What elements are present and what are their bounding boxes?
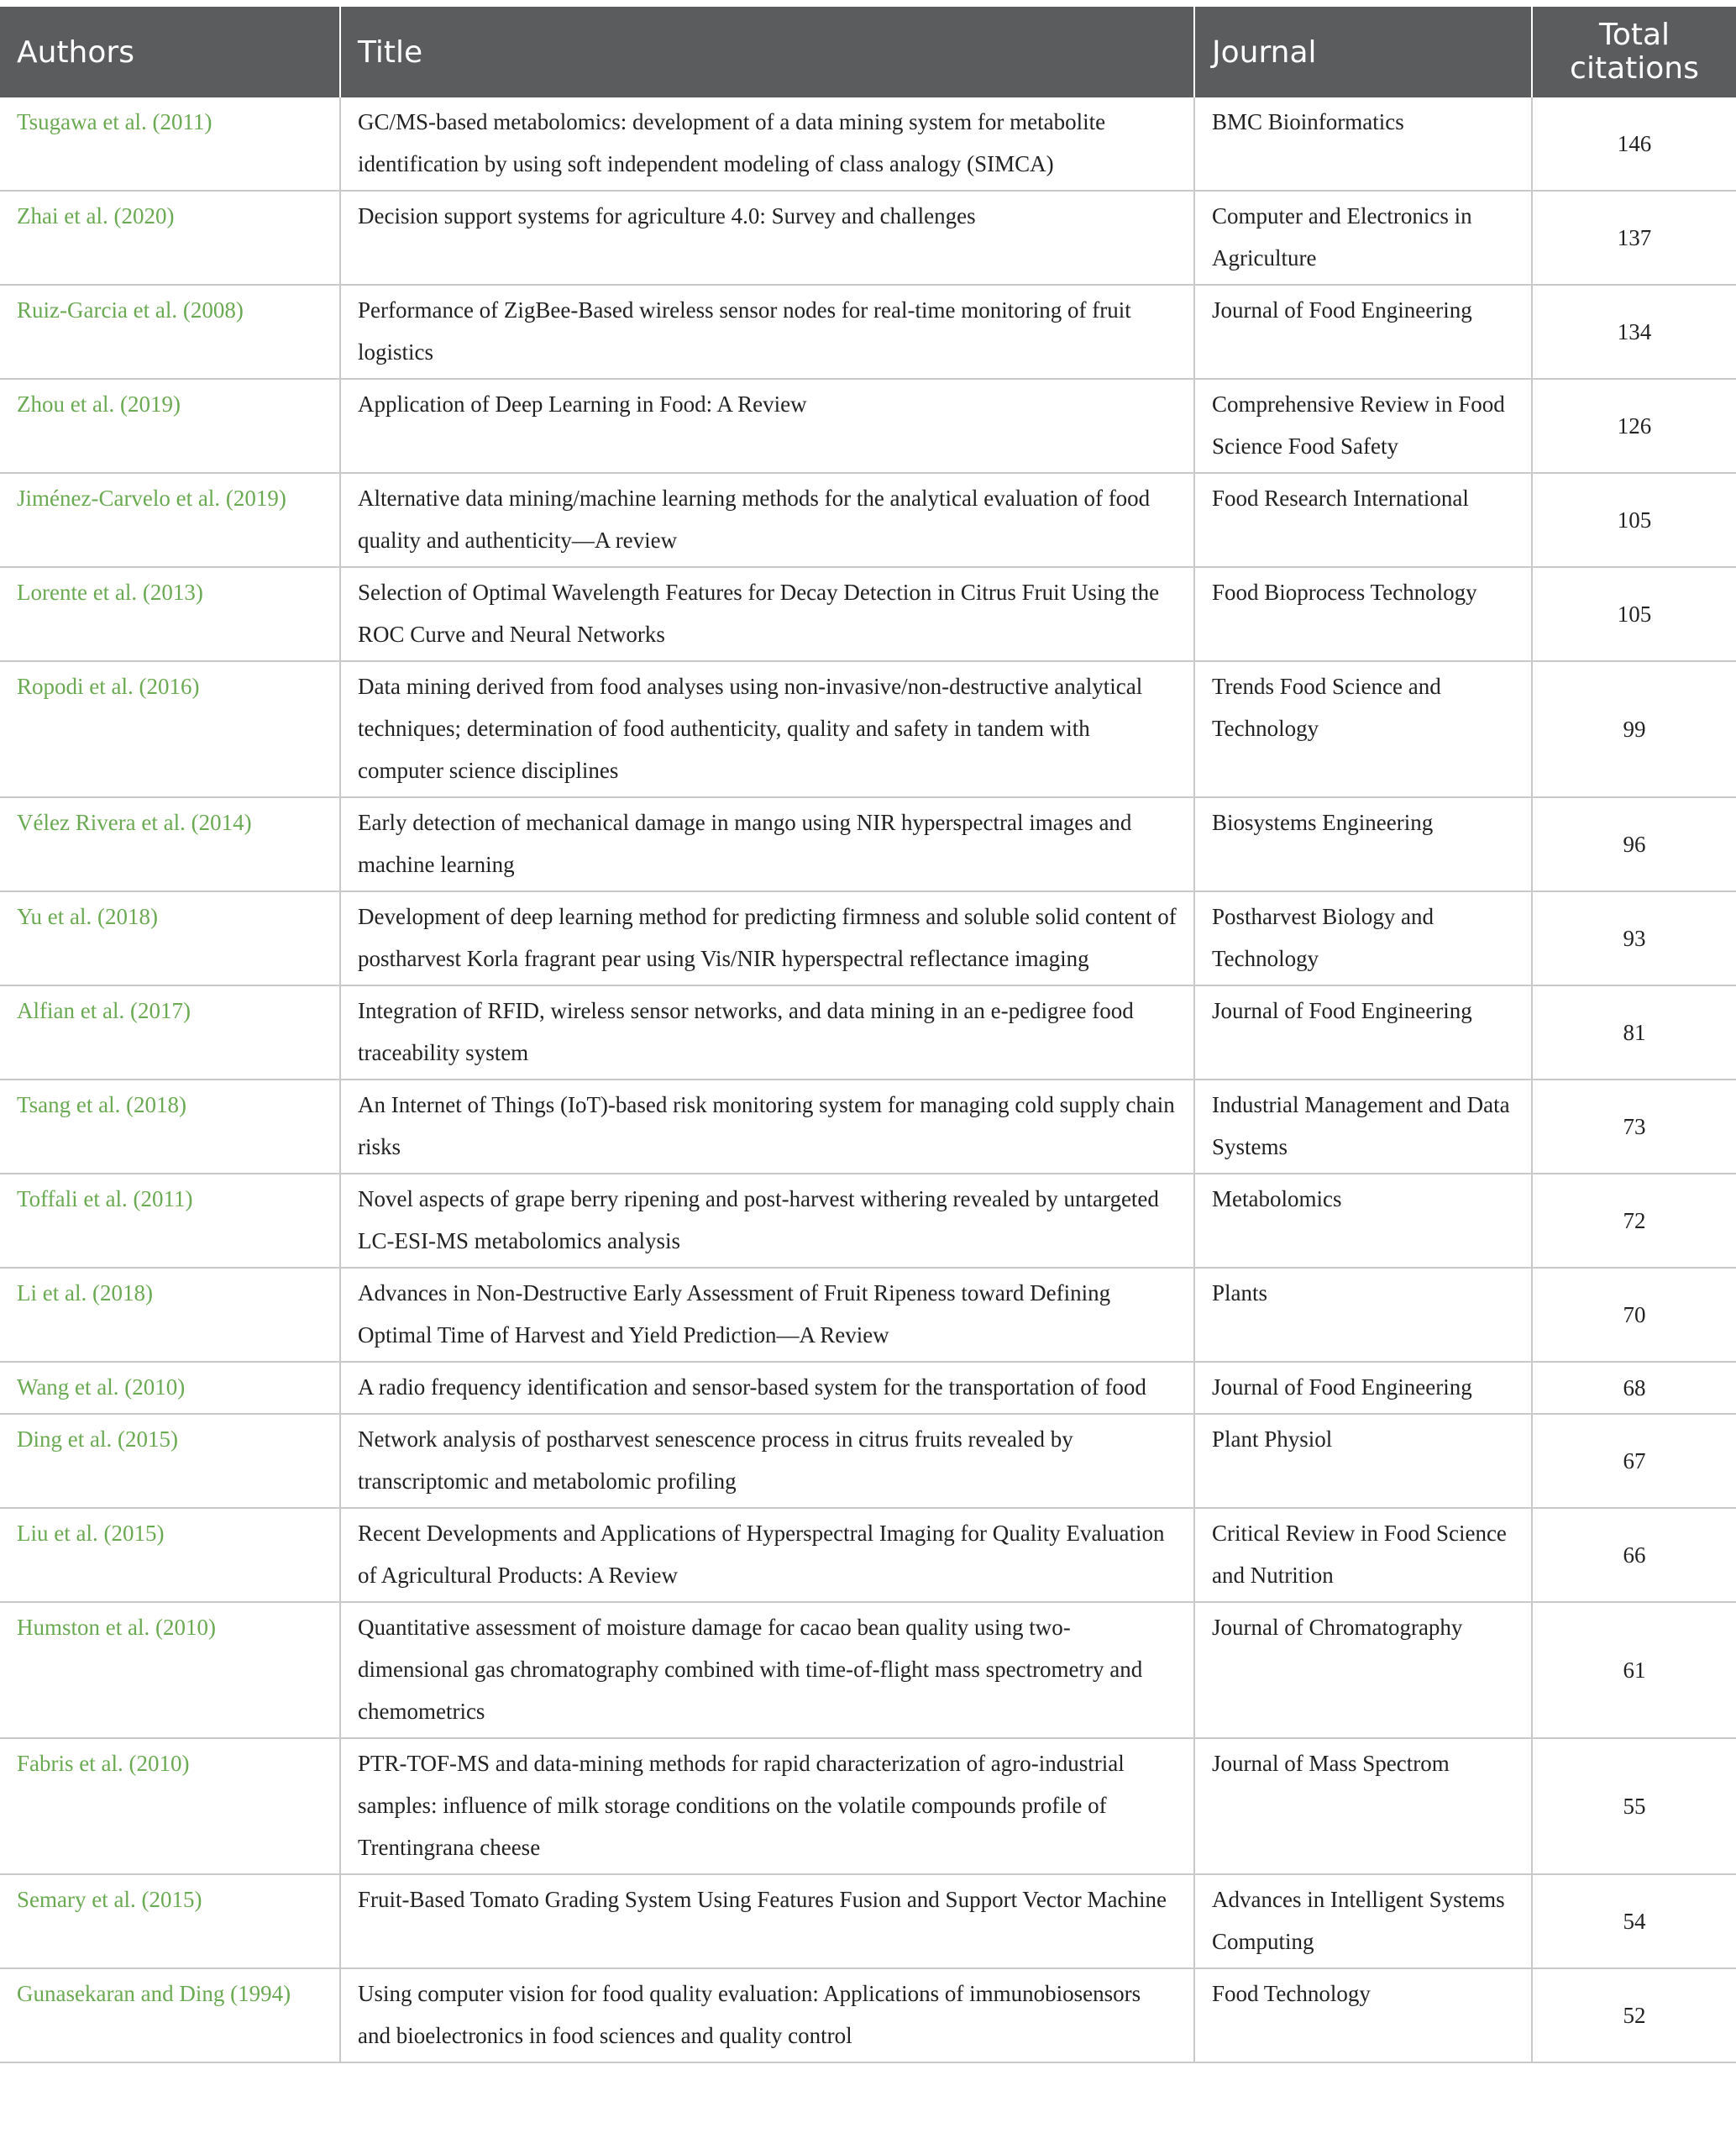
journal-cell: Computer and Electronics in Agriculture <box>1194 191 1532 285</box>
journal-cell: Journal of Food Engineering <box>1194 285 1532 379</box>
header-authors: Authors <box>0 7 340 97</box>
citations-cell: 134 <box>1532 285 1736 379</box>
title-cell: Selection of Optimal Wavelength Features for Decay Detection in Citrus Fruit Using the ROC Curve and Neural Networks <box>340 567 1194 661</box>
title-cell: Recent Developments and Applications of Hyperspectral Imaging for Quality Evaluation of Agricultural Products: A Review <box>340 1508 1194 1602</box>
authors-cell: Humston et al. (2010) <box>0 1602 340 1738</box>
journal-cell: Journal of Chromatography <box>1194 1602 1532 1738</box>
title-cell: A radio frequency identification and sensor-based system for the transportation of food <box>340 1362 1194 1414</box>
citations-cell: 93 <box>1532 891 1736 985</box>
citations-cell: 61 <box>1532 1602 1736 1738</box>
title-cell: Advances in Non-Destructive Early Assessment of Fruit Ripeness toward Defining Optimal Time of Harvest and Yield Prediction—A Review <box>340 1268 1194 1362</box>
table-row <box>0 473 1736 567</box>
citations-cell: 99 <box>1532 661 1736 797</box>
citations-cell: 72 <box>1532 1174 1736 1268</box>
title-cell: Using computer vision for food quality evaluation: Applications of immunobiosensors and bioelectronics in food sciences and quality control <box>340 1968 1194 2062</box>
authors-cell: Wang et al. (2010) <box>0 1362 340 1414</box>
table-row <box>0 1874 1736 1968</box>
journal-cell: Journal of Food Engineering <box>1194 1362 1532 1414</box>
authors-cell: Yu et al. (2018) <box>0 891 340 985</box>
title-cell: Performance of ZigBee-Based wireless sensor nodes for real-time monitoring of fruit logistics <box>340 285 1194 379</box>
table-row <box>0 97 1736 191</box>
title-cell: Integration of RFID, wireless sensor networks, and data mining in an e-pedigree food traceability system <box>340 985 1194 1080</box>
table-row <box>0 1362 1736 1414</box>
table-row <box>0 1602 1736 1738</box>
journal-cell: Comprehensive Review in Food Science Food Safety <box>1194 379 1532 473</box>
table-row <box>0 661 1736 797</box>
table-row <box>0 985 1736 1080</box>
title-cell: An Internet of Things (IoT)-based risk monitoring system for managing cold supply chain risks <box>340 1080 1194 1174</box>
title-cell: Novel aspects of grape berry ripening and post-harvest withering revealed by untargeted LC-ESI-MS metabolomics analysis <box>340 1174 1194 1268</box>
citations-table <box>0 7 1736 2063</box>
authors-cell: Gunasekaran and Ding (1994) <box>0 1968 340 2062</box>
authors-cell: Fabris et al. (2010) <box>0 1738 340 1874</box>
citations-cell: 55 <box>1532 1738 1736 1874</box>
table-row <box>0 1738 1736 1874</box>
citations-cell: 105 <box>1532 473 1736 567</box>
authors-cell: Zhou et al. (2019) <box>0 379 340 473</box>
title-cell: Quantitative assessment of moisture damage for cacao bean quality using two-dimensional gas chromatography combined with time-of-flight mass spectrometry and chemometrics <box>340 1602 1194 1738</box>
header-total-citations-line1: Total <box>1598 18 1670 52</box>
journal-cell: Metabolomics <box>1194 1174 1532 1268</box>
citations-cell: 66 <box>1532 1508 1736 1602</box>
authors-cell: Zhai et al. (2020) <box>0 191 340 285</box>
table-row <box>0 1968 1736 2062</box>
citations-cell: 73 <box>1532 1080 1736 1174</box>
citations-cell: 105 <box>1532 567 1736 661</box>
title-cell: Decision support systems for agriculture 4.0: Survey and challenges <box>340 191 1194 285</box>
header-journal: Journal <box>1194 7 1532 97</box>
authors-cell: Tsang et al. (2018) <box>0 1080 340 1174</box>
table-body <box>0 97 1736 2062</box>
table-row <box>0 285 1736 379</box>
table-row <box>0 191 1736 285</box>
journal-cell: Industrial Management and Data Systems <box>1194 1080 1532 1174</box>
header-total-citations <box>1532 7 1736 97</box>
citations-cell: 70 <box>1532 1268 1736 1362</box>
title-cell: PTR-TOF-MS and data-mining methods for rapid characterization of agro-industrial samples: influence of milk storage conditions on the volatile compounds profile of Trentingrana cheese <box>340 1738 1194 1874</box>
citations-cell: 67 <box>1532 1414 1736 1508</box>
journal-cell: Food Research International <box>1194 473 1532 567</box>
table-header <box>0 7 1736 97</box>
header-total-citations-line2: citations <box>1570 51 1699 86</box>
journal-cell: BMC Bioinformatics <box>1194 97 1532 191</box>
title-cell: GC/MS-based metabolomics: development of a data mining system for metabolite identification by using soft independent modeling of class analogy (SIMCA) <box>340 97 1194 191</box>
authors-cell: Semary et al. (2015) <box>0 1874 340 1968</box>
journal-cell: Journal of Mass Spectrom <box>1194 1738 1532 1874</box>
table-row <box>0 891 1736 985</box>
table-row <box>0 567 1736 661</box>
citations-cell: 126 <box>1532 379 1736 473</box>
journal-cell: Food Bioprocess Technology <box>1194 567 1532 661</box>
authors-cell: Ruiz-Garcia et al. (2008) <box>0 285 340 379</box>
journal-cell: Food Technology <box>1194 1968 1532 2062</box>
authors-cell: Toffali et al. (2011) <box>0 1174 340 1268</box>
journal-cell: Biosystems Engineering <box>1194 797 1532 891</box>
journal-cell: Advances in Intelligent Systems Computing <box>1194 1874 1532 1968</box>
citations-cell: 52 <box>1532 1968 1736 2062</box>
table-row <box>0 1080 1736 1174</box>
journal-cell: Plant Physiol <box>1194 1414 1532 1508</box>
citations-cell: 146 <box>1532 97 1736 191</box>
table-row <box>0 1268 1736 1362</box>
authors-cell: Liu et al. (2015) <box>0 1508 340 1602</box>
authors-cell: Jiménez-Carvelo et al. (2019) <box>0 473 340 567</box>
header-title: Title <box>340 7 1194 97</box>
citations-cell: 68 <box>1532 1362 1736 1414</box>
authors-cell: Alfian et al. (2017) <box>0 985 340 1080</box>
title-cell: Early detection of mechanical damage in mango using NIR hyperspectral images and machine learning <box>340 797 1194 891</box>
citations-table-container <box>0 7 1736 2063</box>
authors-cell: Lorente et al. (2013) <box>0 567 340 661</box>
authors-cell: Tsugawa et al. (2011) <box>0 97 340 191</box>
title-cell: Application of Deep Learning in Food: A Review <box>340 379 1194 473</box>
citations-cell: 54 <box>1532 1874 1736 1968</box>
citations-cell: 137 <box>1532 191 1736 285</box>
title-cell: Network analysis of postharvest senescence process in citrus fruits revealed by transcriptomic and metabolomic profiling <box>340 1414 1194 1508</box>
title-cell: Alternative data mining/machine learning methods for the analytical evaluation of food quality and authenticity—A review <box>340 473 1194 567</box>
journal-cell: Postharvest Biology and Technology <box>1194 891 1532 985</box>
journal-cell: Journal of Food Engineering <box>1194 985 1532 1080</box>
journal-cell: Plants <box>1194 1268 1532 1362</box>
header-row <box>0 7 1736 97</box>
authors-cell: Ropodi et al. (2016) <box>0 661 340 797</box>
table-row <box>0 1414 1736 1508</box>
citations-cell: 81 <box>1532 985 1736 1080</box>
journal-cell: Critical Review in Food Science and Nutrition <box>1194 1508 1532 1602</box>
table-row <box>0 1174 1736 1268</box>
table-row <box>0 379 1736 473</box>
authors-cell: Li et al. (2018) <box>0 1268 340 1362</box>
title-cell: Data mining derived from food analyses using non-invasive/non-destructive analytical techniques; determination of food authenticity, quality and safety in tandem with computer science disciplines <box>340 661 1194 797</box>
title-cell: Development of deep learning method for predicting firmness and soluble solid content of postharvest Korla fragrant pear using Vis/NIR hyperspectral reflectance imaging <box>340 891 1194 985</box>
citations-cell: 96 <box>1532 797 1736 891</box>
title-cell: Fruit-Based Tomato Grading System Using Features Fusion and Support Vector Machine <box>340 1874 1194 1968</box>
table-row <box>0 797 1736 891</box>
journal-cell: Trends Food Science and Technology <box>1194 661 1532 797</box>
table-row <box>0 1508 1736 1602</box>
authors-cell: Vélez Rivera et al. (2014) <box>0 797 340 891</box>
authors-cell: Ding et al. (2015) <box>0 1414 340 1508</box>
